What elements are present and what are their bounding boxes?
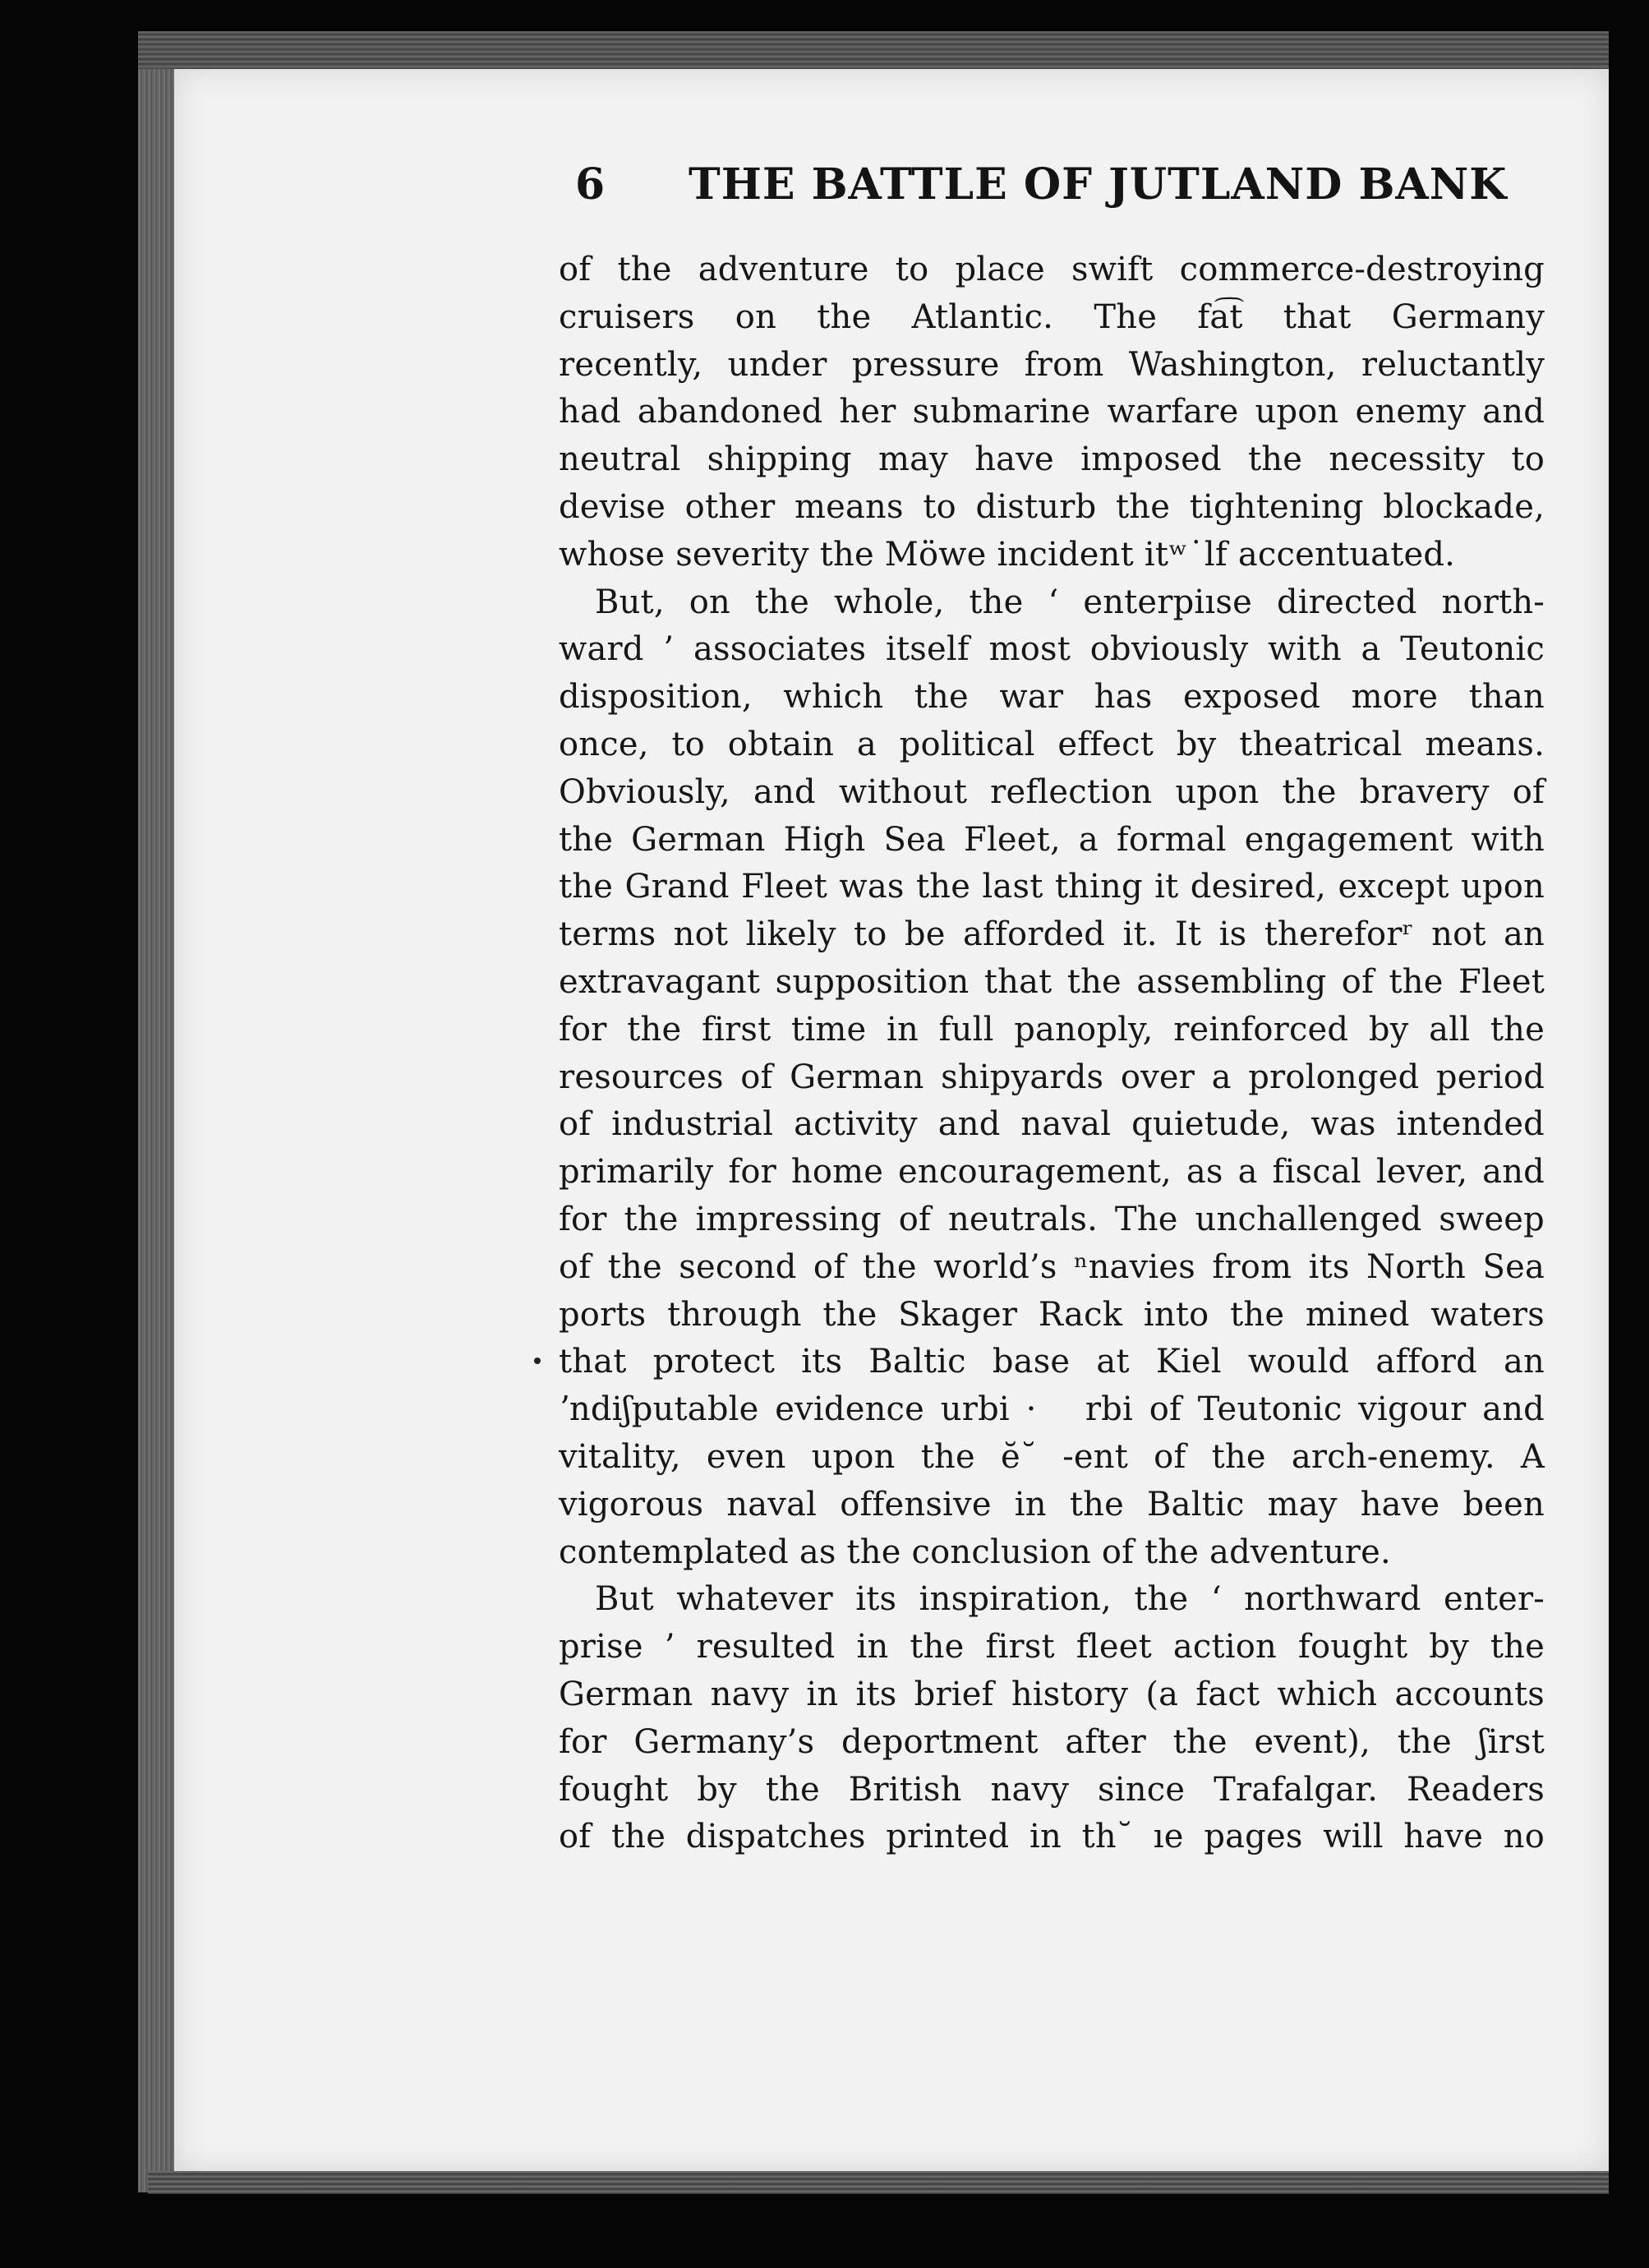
- text-line: that protect its Baltic base at Kiel would afford an: [559, 1343, 1545, 1381]
- text-line: for Germany’s deportment after the event), the ʃirst: [559, 1722, 1545, 1761]
- text-line: But whatever its inspiration, the ‘ northward enter-: [595, 1580, 1545, 1619]
- text-line: of the second of the world’s ⁿnavies from its North Sea: [559, 1247, 1545, 1286]
- text-line: neutral shipping may have imposed the necessity to: [559, 440, 1545, 479]
- text-line: of the adventure to place swift commerce-destroying: [559, 251, 1545, 288]
- body-text: [559, 247, 1545, 1861]
- text-line: fought by the British navy since Trafalgar. Readers: [559, 1770, 1545, 1809]
- text-line: of the dispatches printed in th˘ ıe pages will have no: [559, 1818, 1545, 1856]
- text-line: of industrial activity and naval quietude, was intended: [559, 1105, 1545, 1144]
- text-line: German navy in its brief history (a fact which accounts: [559, 1675, 1545, 1713]
- text-line: the German High Sea Fleet, a formal engagement with: [559, 820, 1545, 859]
- page-header: [575, 159, 1508, 219]
- text-line: vigorous naval offensive in the Baltic may have been: [559, 1485, 1545, 1524]
- running-title: THE BATTLE OF JUTLAND BANK: [689, 159, 1508, 210]
- text-line: Obviously, and without reflection upon the bravery of: [559, 772, 1545, 811]
- text-line: contemplated as the conclusion of the adventure.: [559, 1533, 1391, 1571]
- text-line: ʼndiʃputable evidence urbi · rbi of Teutonic vigour and: [559, 1390, 1545, 1429]
- text-line: prise ’ resulted in the first fleet action fought by the: [559, 1628, 1545, 1666]
- text-line: had abandoned her submarine warfare upon enemy and: [559, 393, 1545, 431]
- text-line: ward ’ associates itself most obviously with a Teutonic: [559, 630, 1545, 669]
- page-number: 6: [575, 159, 606, 210]
- text-line: resources of German shipyards over a prolonged period: [559, 1058, 1545, 1096]
- text-line: ports through the Skager Rack into the mined waters: [559, 1295, 1545, 1334]
- text-line: vitality, even upon the ĕ˘ ‑ent of the arch-enemy. A: [559, 1437, 1545, 1476]
- text-line: recently, under pressure from Washington, reluctantly: [559, 345, 1545, 384]
- text-line: terms not likely to be afforded it. It is thereforʳ not an: [559, 915, 1545, 954]
- book-bottom-edge: [148, 2171, 1609, 2194]
- text-line: disposition, which the war has exposed more than: [559, 678, 1545, 717]
- text-line: cruisers on the Atlantic. The fa͡t that Germany: [559, 297, 1545, 336]
- text-line: for the first time in full panoply, reinforced by all the: [559, 1010, 1545, 1049]
- text-line: the Grand Fleet was the last thing it desired, except upon: [559, 868, 1545, 906]
- text-line: whose severity the Möwe incident itʷ˙lf accentuated.: [559, 535, 1456, 574]
- text-line: devise other means to disturb the tightening blockade,: [559, 487, 1545, 526]
- text-line: extravagant supposition that the assembling of the Fleet: [559, 962, 1545, 1001]
- book-top-edge: [138, 31, 1609, 69]
- text-line: for the impressing of neutrals. The unchallenged sweep: [559, 1200, 1545, 1238]
- margin-mark: [534, 1358, 541, 1364]
- text-line: once, to obtain a political effect by theatrical means.: [559, 725, 1545, 763]
- text-line: primarily for home encouragement, as a fiscal lever, and: [559, 1153, 1545, 1192]
- text-line: But, on the whole, the ‘ enterpiıse directed north-: [595, 583, 1545, 621]
